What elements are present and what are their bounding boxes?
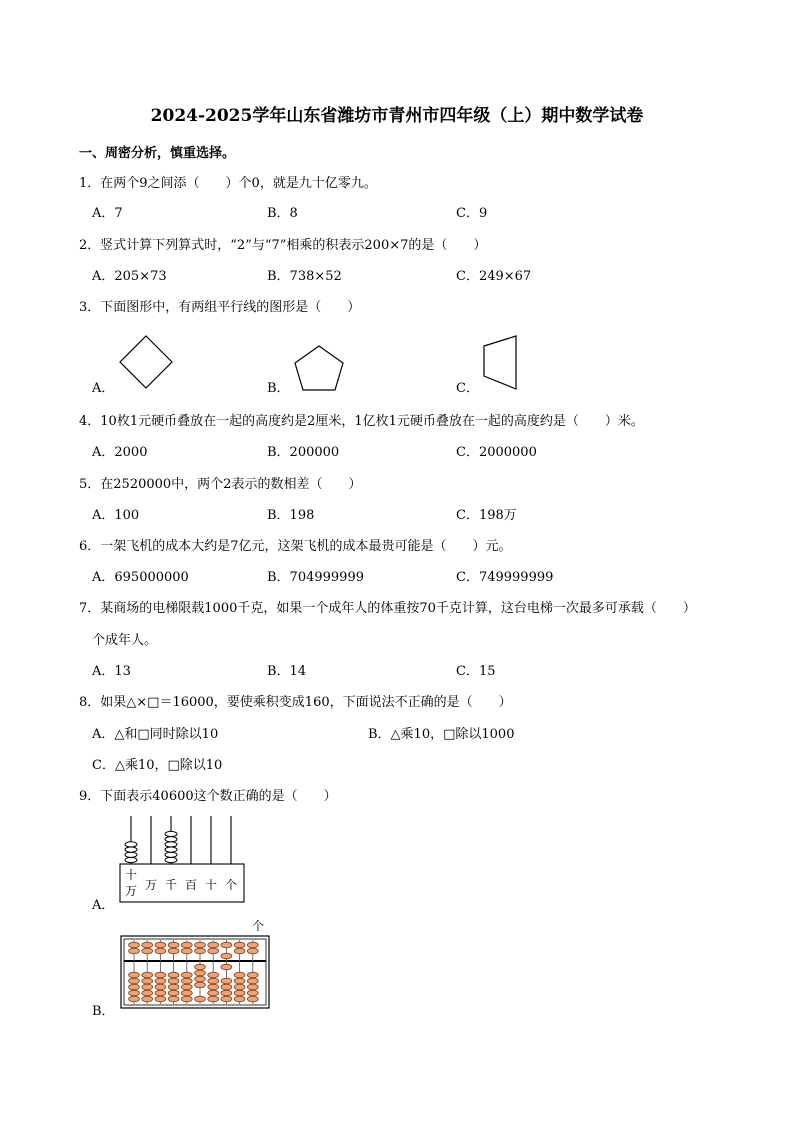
suanpan-bead xyxy=(129,990,140,996)
suanpan-bead xyxy=(155,972,166,978)
suanpan-bead xyxy=(142,984,153,990)
suanpan-bead xyxy=(208,984,219,990)
abacus-bead xyxy=(125,852,137,857)
suanpan-bead xyxy=(221,996,232,1002)
suanpan-bead xyxy=(155,942,166,948)
question-7-stem-line-2: 个成年人。 xyxy=(92,633,158,648)
suanpan-bead xyxy=(129,942,140,948)
suanpan-bead xyxy=(247,978,258,984)
question-4-option-a[interactable]: A．2000 xyxy=(92,445,148,460)
suanpan-bead xyxy=(155,984,166,990)
suanpan-bead xyxy=(208,978,219,984)
question-8-option-b[interactable]: B．△乘10，□除以1000 xyxy=(368,727,515,742)
abacus-bead xyxy=(165,847,177,852)
suanpan-bead xyxy=(168,972,179,978)
suanpan-bead xyxy=(208,972,219,978)
question-1-option-c[interactable]: C．9 xyxy=(456,206,488,221)
suanpan-bead xyxy=(247,972,258,978)
abacus-bead xyxy=(165,831,177,836)
question-5-option-a[interactable]: A．100 xyxy=(92,508,140,523)
suanpan-bead xyxy=(142,942,153,948)
abacus-bead xyxy=(125,847,137,852)
diamond-shape-figure xyxy=(118,334,178,394)
question-9-option-b[interactable]: B． xyxy=(92,1004,115,1019)
suanpan-bead xyxy=(195,948,206,954)
abacus-figure xyxy=(118,812,248,908)
suanpan-bead xyxy=(208,996,219,1002)
suanpan-bead xyxy=(234,972,245,978)
suanpan-bead xyxy=(181,972,192,978)
suanpan-bead xyxy=(234,942,245,948)
suanpan-bead xyxy=(208,942,219,948)
abacus-rod-label: 十 xyxy=(204,878,218,892)
abacus-bead xyxy=(125,857,137,862)
question-7-option-c[interactable]: C．15 xyxy=(456,664,496,679)
pentagon-shape-figure xyxy=(293,344,349,394)
suanpan-bead xyxy=(129,978,140,984)
question-4-option-c[interactable]: C．2000000 xyxy=(456,445,537,460)
abacus-bead xyxy=(165,837,177,842)
suanpan-ones-label: 个 xyxy=(252,919,265,933)
suanpan-bead xyxy=(155,978,166,984)
suanpan-bead xyxy=(208,990,219,996)
suanpan-bead xyxy=(155,996,166,1002)
abacus-bead xyxy=(165,852,177,857)
suanpan-bead xyxy=(181,984,192,990)
suanpan-bead xyxy=(221,990,232,996)
suanpan-bead xyxy=(247,942,258,948)
suanpan-bead xyxy=(142,990,153,996)
page-title: 2024-2025学年山东省潍坊市青州市四年级（上）期中数学试卷 xyxy=(150,106,644,126)
question-2-stem: 2．竖式计算下列算式时，“2”与“7”相乘的积表示200×7的是（ ） xyxy=(79,238,487,253)
suanpan-bead xyxy=(181,978,192,984)
suanpan-bead xyxy=(168,942,179,948)
suanpan-bead xyxy=(142,948,153,954)
suanpan-bead xyxy=(208,948,219,954)
suanpan-bead xyxy=(181,996,192,1002)
abacus-bead xyxy=(165,857,177,862)
suanpan-bead xyxy=(129,996,140,1002)
question-6-option-b[interactable]: B．704999999 xyxy=(267,570,364,585)
suanpan-bead xyxy=(221,978,232,984)
suanpan-bead xyxy=(195,942,206,948)
suanpan-bead xyxy=(221,953,232,959)
question-8-option-c[interactable]: C．△乘10，□除以10 xyxy=(92,758,223,773)
question-4-stem: 4．10枚1元硬币叠放在一起的高度约是2厘米，1亿枚1元硬币叠放在一起的高度约是（ ）米。 xyxy=(79,414,644,429)
suanpan-bead xyxy=(247,984,258,990)
suanpan-bead xyxy=(247,948,258,954)
suanpan-bead xyxy=(168,948,179,954)
question-7-option-b[interactable]: B．14 xyxy=(267,664,307,679)
abacus-rod-label: 十 xyxy=(124,868,138,882)
suanpan-bead xyxy=(142,972,153,978)
question-5-option-c[interactable]: C．198万 xyxy=(456,508,517,523)
suanpan-bead xyxy=(247,990,258,996)
abacus-rod-label: 千 xyxy=(164,878,178,892)
question-8-option-a[interactable]: A．△和□同时除以10 xyxy=(92,727,219,742)
abacus-rod-label: 百 xyxy=(184,878,198,892)
section-heading: 一、周密分析，慎重选择。 xyxy=(79,146,236,161)
suanpan-bead xyxy=(234,996,245,1002)
suanpan-bead xyxy=(195,982,206,988)
question-5-option-b[interactable]: B．198 xyxy=(267,508,315,523)
suanpan-bead xyxy=(181,948,192,954)
suanpan-bead xyxy=(195,976,206,982)
suanpan-bead xyxy=(142,996,153,1002)
suanpan-bead xyxy=(129,984,140,990)
question-1-option-a[interactable]: A．7 xyxy=(92,206,123,221)
suanpan-bead xyxy=(168,984,179,990)
question-9-option-a[interactable]: A． xyxy=(92,898,115,913)
suanpan-bead xyxy=(195,996,206,1002)
question-6-option-c[interactable]: C．749999999 xyxy=(456,570,554,585)
suanpan-bead xyxy=(168,978,179,984)
suanpan-bead xyxy=(168,996,179,1002)
abacus-bead xyxy=(125,842,137,847)
suanpan-figure xyxy=(120,935,272,1011)
suanpan-bead xyxy=(129,948,140,954)
suanpan-bead xyxy=(221,964,232,970)
question-4-option-b[interactable]: B．200000 xyxy=(267,445,340,460)
question-2-option-a[interactable]: A．205×73 xyxy=(92,269,167,284)
question-3-stem: 3．下面图形中，有两组平行线的图形是（ ） xyxy=(79,300,361,315)
question-7-option-a[interactable]: A．13 xyxy=(92,664,131,679)
question-1-stem: 1．在两个9之间添（ ）个0，就是九十亿零九。 xyxy=(79,176,377,191)
question-6-stem: 6．一架飞机的成本大约是7亿元，这架飞机的成本最贵可能是（ ）元。 xyxy=(79,539,512,554)
question-1-option-b[interactable]: B．8 xyxy=(267,206,298,221)
suanpan-bead xyxy=(129,972,140,978)
abacus-rod-label: 个 xyxy=(224,878,238,892)
question-6-option-a[interactable]: A．695000000 xyxy=(92,570,189,585)
question-2-option-c[interactable]: C．249×67 xyxy=(456,269,532,284)
suanpan-bead xyxy=(234,990,245,996)
abacus-bead xyxy=(165,842,177,847)
question-9-stem: 9．下面表示40600这个数正确的是（ ） xyxy=(79,789,337,804)
suanpan-bead xyxy=(234,978,245,984)
question-3-option-a[interactable]: A． xyxy=(92,381,115,396)
question-7-stem-line-1: 7．某商场的电梯限载1000千克，如果一个成年人的体重按70千克计算，这台电梯一次最多可承载（ ） xyxy=(79,601,696,616)
suanpan-bead xyxy=(195,964,206,970)
suanpan-bead xyxy=(155,990,166,996)
question-8-stem: 8．如果△×□＝16000，要使乘积变成160，下面说法不正确的是（ ） xyxy=(79,695,512,710)
suanpan-bead xyxy=(168,990,179,996)
suanpan-bead xyxy=(234,948,245,954)
question-3-option-c[interactable]: C． xyxy=(456,381,479,396)
question-5-stem: 5．在2520000中，两个2表示的数相差（ ） xyxy=(79,477,362,492)
abacus-rod-label: 万 xyxy=(124,884,138,898)
suanpan-bead xyxy=(181,942,192,948)
suanpan-bead xyxy=(195,970,206,976)
abacus-rod-label: 万 xyxy=(144,878,158,892)
trapezoid-shape-figure xyxy=(478,334,522,392)
suanpan-bead xyxy=(142,978,153,984)
suanpan-bead xyxy=(234,984,245,990)
suanpan-bead xyxy=(181,990,192,996)
suanpan-bead xyxy=(221,942,232,948)
suanpan-bead xyxy=(221,984,232,990)
suanpan-bead xyxy=(247,996,258,1002)
question-2-option-b[interactable]: B．738×52 xyxy=(267,269,342,284)
question-3-option-b[interactable]: B． xyxy=(267,381,290,396)
suanpan-bead xyxy=(155,948,166,954)
